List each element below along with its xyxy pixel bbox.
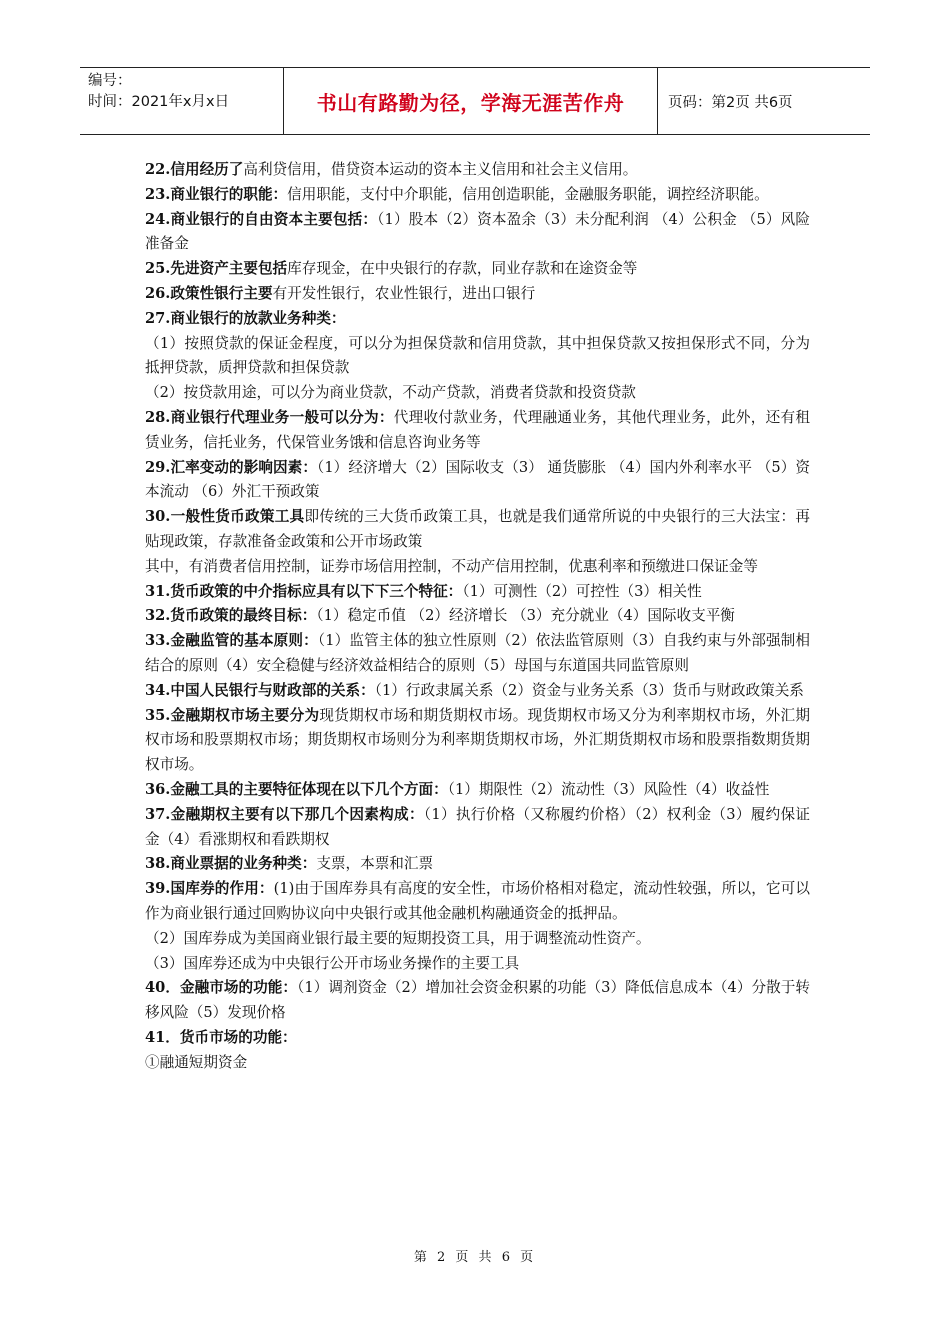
paragraph-text: （2）国库券成为美国商业银行最主要的短期投资工具，用于调整流动性资产。 <box>145 929 651 947</box>
paragraph-text: ①融通短期资金 <box>145 1053 248 1071</box>
body-paragraph <box>145 208 810 258</box>
paragraph-text: （1）监管主体的独立性原则（2）依法监管原则（3）自我约束与外部强制相结合的原则（4）安全稳健与经济效益相结合的原则（5）母国与东道国共同监管原则 <box>145 632 811 674</box>
header-motto: 书山有路勤为径，学海无涯苦作舟 <box>283 68 658 134</box>
header-meta <box>80 68 283 134</box>
paragraph-text: 有开发性银行，农业性银行，进出口银行 <box>272 284 536 302</box>
body-paragraph <box>145 927 810 952</box>
paragraph-heading: 24.商业银行的自由资本主要包括： <box>145 210 378 228</box>
paragraph-text: （1）期限性（2）流动性（3）风险性（4）收益性 <box>447 780 770 798</box>
paragraph-text: （1）按照贷款的保证金程度，可以分为担保贷款和信用贷款，其中担保贷款又按担保形式不同，分为抵押贷款，质押贷款和担保贷款 <box>145 334 810 377</box>
paragraph-text: （3）国库券还成为中央银行公开市场业务操作的主要工具 <box>145 954 520 972</box>
paragraph-text: 信用职能，支付中介职能，信用创造职能，金融服务职能，调控经济职能。 <box>287 185 769 203</box>
body-paragraph <box>145 158 810 183</box>
paragraph-heading: 37.金融期权主要有以下那几个因素构成： <box>145 805 424 823</box>
paragraph-heading: 38.商业票据的业务种类： <box>145 855 317 873</box>
paragraph-text: （1）行政隶属关系（2）资金与业务关系（3）货币与财政政策关系 <box>374 681 804 699</box>
body-paragraph <box>145 877 810 927</box>
body-paragraph <box>145 406 810 456</box>
paragraph-heading: 22.信用经历了 <box>145 161 244 178</box>
body-paragraph <box>145 332 810 382</box>
paragraph-heading: 35.金融期权市场主要分为 <box>145 706 320 724</box>
body-paragraph <box>145 629 810 679</box>
paragraph-text: （1）执行价格（又称履约价格）（2）权利金（3）履约保证金（4）看涨期权和看跌期权 <box>145 805 810 848</box>
body-paragraph <box>145 1051 810 1076</box>
paragraph-heading: 31.货币政策的中介指标应具有以下下三个特征： <box>145 582 463 600</box>
body-paragraph <box>145 852 810 877</box>
paragraph-text: 其中，有消费者信用控制，证券市场信用控制，不动产信用控制，优惠利率和预缴进口保证金等 <box>145 557 758 575</box>
paragraph-heading: 40．金融市场的功能： <box>145 979 298 997</box>
paragraph-text: （1）可测性（2）可控性（3）相关性 <box>462 582 702 600</box>
body-paragraph <box>145 381 810 406</box>
body-paragraph <box>145 952 810 977</box>
paragraph-heading: 27.商业银行的放款业务种类： <box>145 309 346 327</box>
body-paragraph <box>145 778 810 803</box>
body-paragraph <box>145 183 810 208</box>
paragraph-text: 即传统的三大货币政策工具，也就是我们通常所说的中央银行的三大法宝：再贴现政策，存款准备金政策和公开市场政策 <box>145 508 810 550</box>
body-paragraph <box>145 604 810 629</box>
paragraph-text: （2）按贷款用途，可以分为商业贷款，不动产贷款，消费者贷款和投资贷款 <box>145 384 636 402</box>
body-paragraph <box>145 976 810 1026</box>
page-header <box>80 67 870 135</box>
paragraph-heading: 33.金融监管的基本原则： <box>145 632 318 650</box>
paragraph-heading: 28.商业银行代理业务一般可以分为： <box>145 408 394 426</box>
body-paragraph <box>145 282 810 307</box>
paragraph-text: （1）调剂资金（2）增加社会资金积累的功能（3）降低信息成本（4）分散于转移风险（5）发现价格 <box>145 979 811 1022</box>
body-paragraph <box>145 257 810 282</box>
body-paragraph <box>145 580 810 605</box>
paragraph-text: 高利贷信用，借贷资本运动的资本主义信用和社会主义信用。 <box>243 161 638 178</box>
paragraph-heading: 36.金融工具的主要特征体现在以下几个方面： <box>145 780 448 798</box>
serial-number-label: 编号： <box>88 73 132 89</box>
paragraph-text: 现货期权市场和期货期权市场。现货期权市场又分为利率期权市场，外汇期权市场和股票期权市场；期货期权市场则分为利率期货期权市场，外汇期货期权市场和股票指数期货期权市场。 <box>145 706 810 774</box>
paragraph-text: （1）稳定币值 （2）经济增长 （3）充分就业（4）国际收支平衡 <box>316 607 735 625</box>
paragraph-text: (1)由于国库券具有高度的安全性，市场价格相对稳定，流动性较强，所以，它可以作为商业银行通过回购协议向中央银行或其他金融机构融通资金的抵押品。 <box>145 880 810 922</box>
paragraph-heading: 32.货币政策的最终目标： <box>145 607 317 625</box>
paragraph-heading: 23.商业银行的职能： <box>145 185 288 203</box>
body-paragraph <box>145 704 810 778</box>
date-label: 时间：2021年x月x日 <box>88 94 230 110</box>
paragraph-heading: 30.一般性货币政策工具 <box>145 508 305 526</box>
body-paragraph <box>145 307 810 332</box>
body-paragraph <box>145 679 810 704</box>
paragraph-heading: 29.汇率变动的影响因素： <box>145 458 317 476</box>
paragraph-text: 支票，本票和汇票 <box>316 855 434 873</box>
body-paragraph <box>145 803 810 853</box>
header-page-info: 页码：第2页 共6页 <box>668 94 793 111</box>
document-body <box>145 158 810 1075</box>
body-paragraph <box>145 1026 810 1051</box>
paragraph-text: （1）股本（2）资本盈余（3）未分配利润 （4）公积金 （5）风险准备金 <box>145 210 810 253</box>
body-paragraph <box>145 456 810 506</box>
body-paragraph <box>145 555 810 580</box>
body-paragraph <box>145 505 810 555</box>
paragraph-heading: 41．货币市场的功能： <box>145 1028 297 1046</box>
paragraph-text: 代理收付款业务，代理融通业务，其他代理业务，此外，还有租赁业务，信托业务，代保管业务饿和信息咨询业务等 <box>145 408 810 451</box>
paragraph-heading: 39.国库券的作用： <box>145 880 274 898</box>
paragraph-heading: 26.政策性银行主要 <box>145 284 273 302</box>
paragraph-heading: 34.中国人民银行与财政部的关系： <box>145 681 375 699</box>
paragraph-heading: 25.先进资产主要包括 <box>145 260 288 278</box>
page-footer: 第 2 页 共 6 页 <box>413 1250 537 1265</box>
paragraph-text: 库存现金，在中央银行的存款，同业存款和在途资金等 <box>287 260 638 278</box>
paragraph-text: （1）经济增大（2）国际收支（3） 通货膨胀 （4）国内外利率水平 （5）资本流动 （6）外汇干预政策 <box>145 458 811 501</box>
